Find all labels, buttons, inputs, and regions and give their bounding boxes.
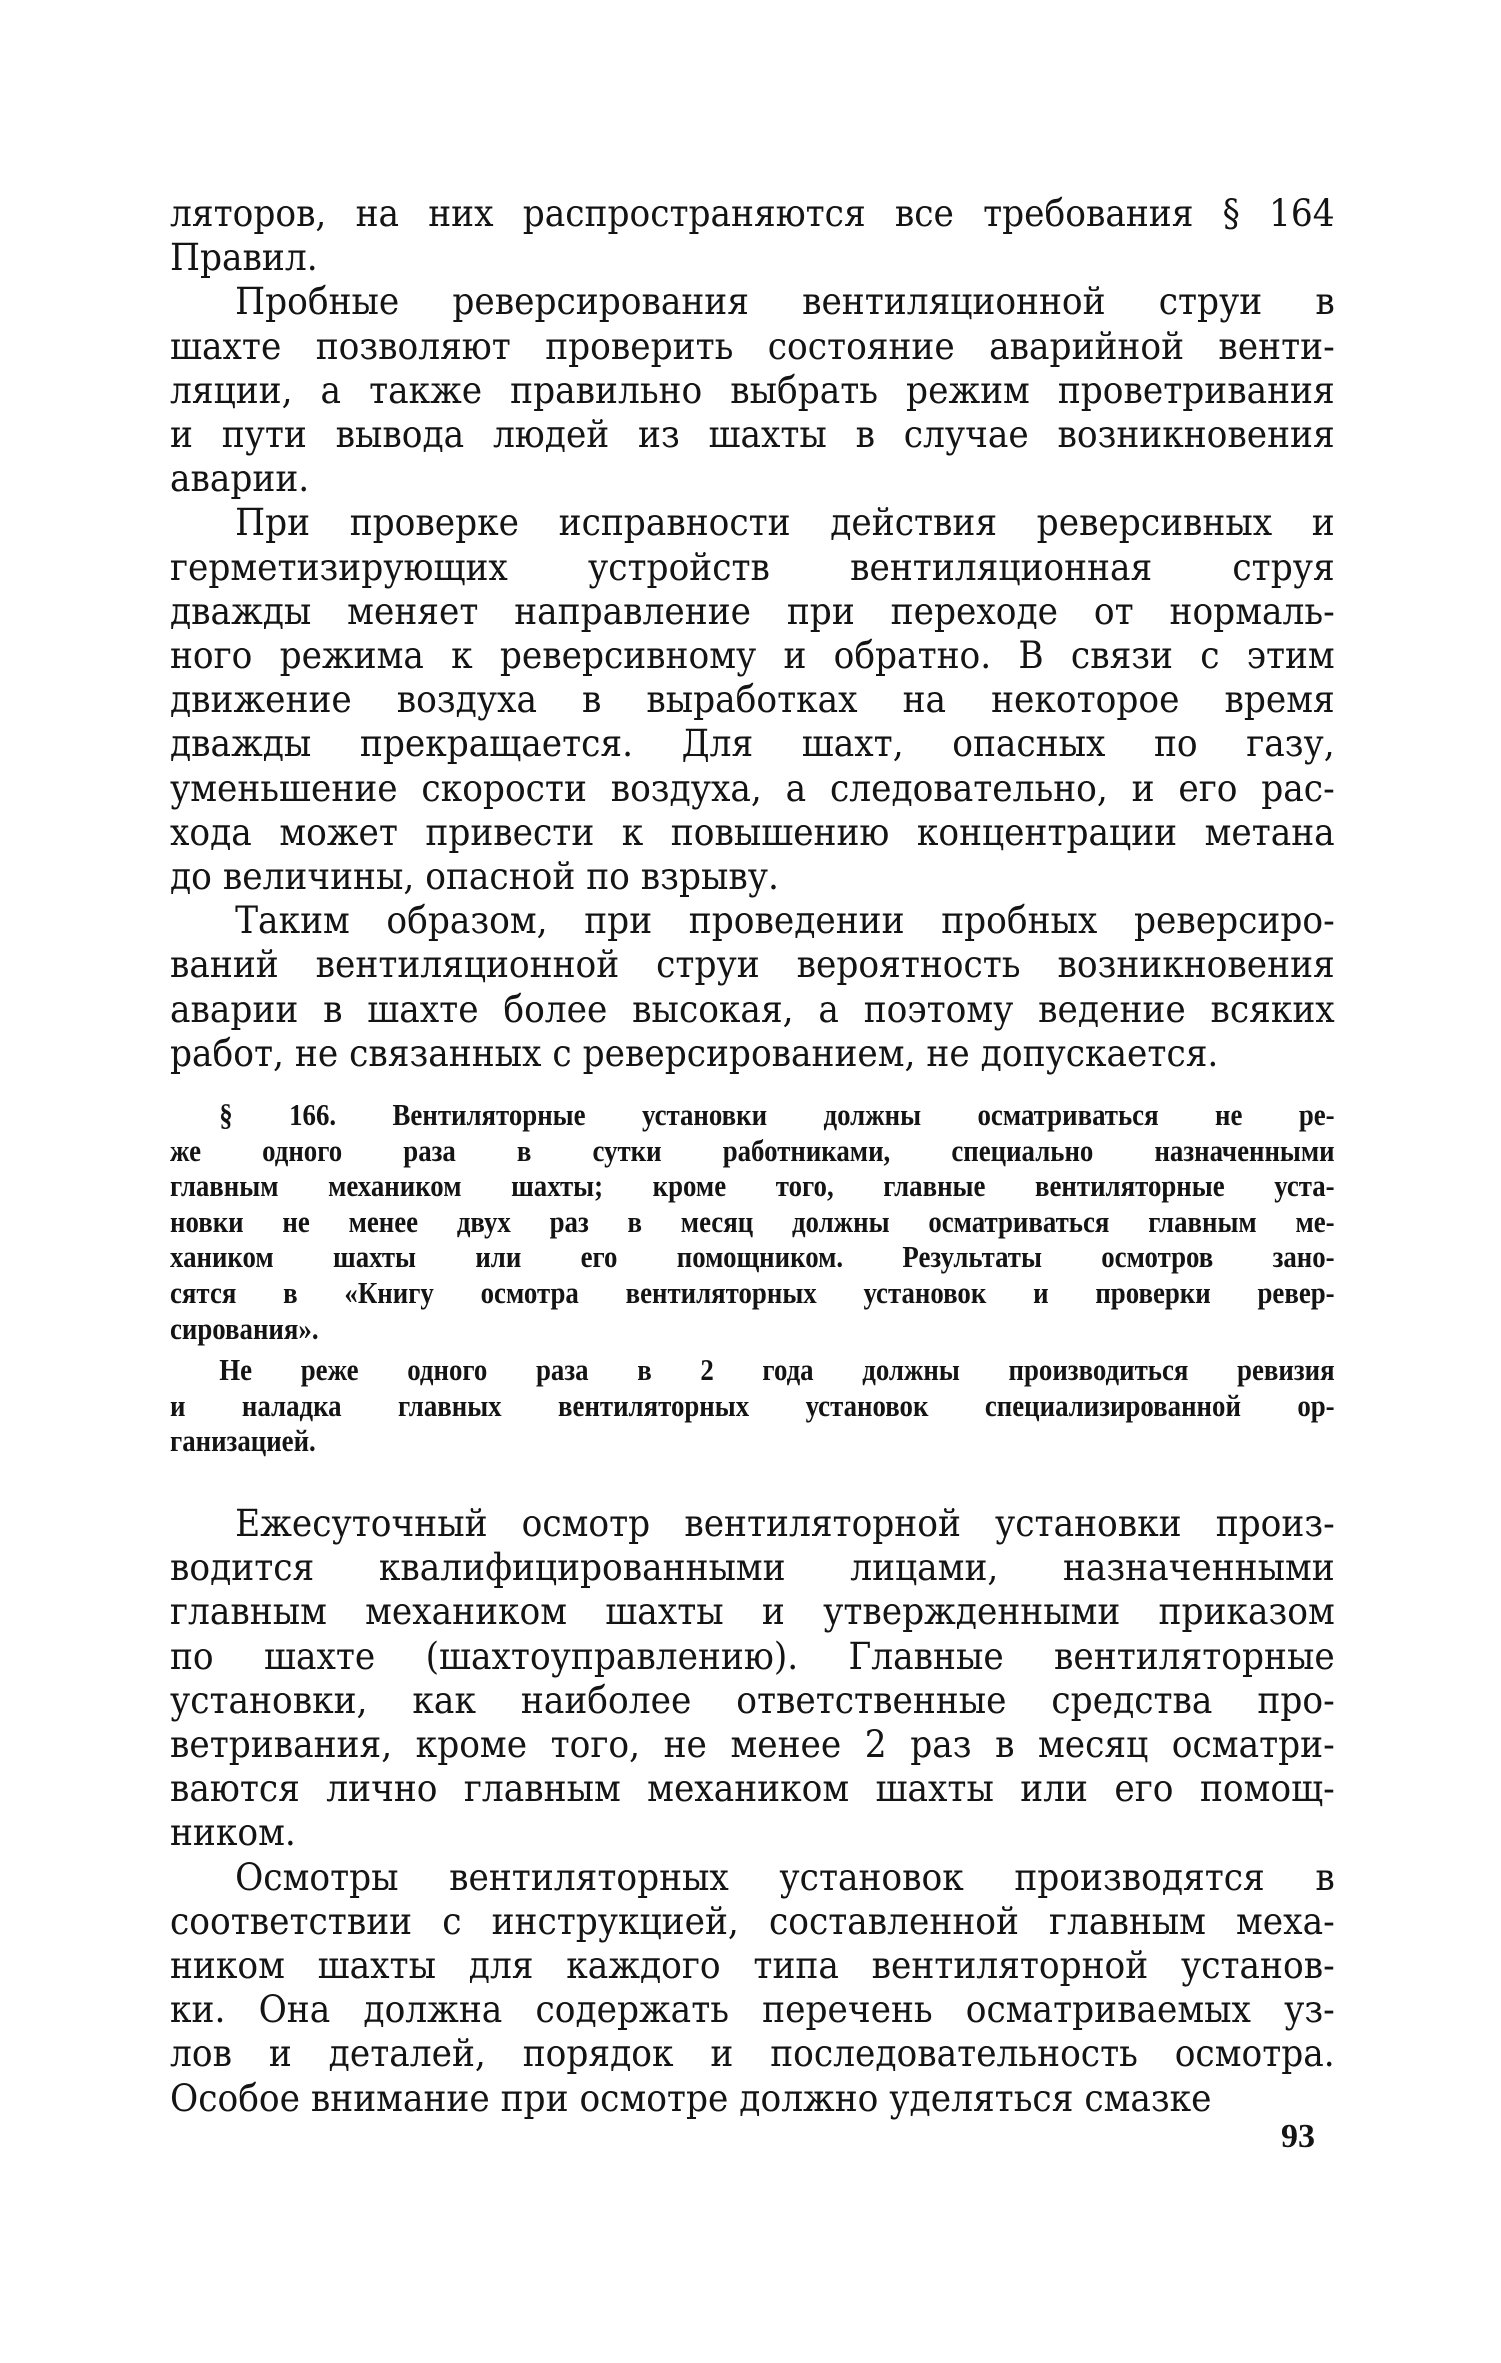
rule-paragraph-inspection [170, 1098, 1335, 1347]
text-line: При проверке исправности действия реверсивных и [235, 501, 1335, 545]
paragraph-trial-reversals [170, 280, 1335, 501]
text-line: Осмотры вентиляторных установок производятся в [235, 1855, 1335, 1899]
text-line: ляции, а также правильно выбрать режим проветривания [170, 368, 1335, 412]
text-line: работ, не связанных с реверсированием, не допускается. [170, 1031, 1219, 1075]
text-line: Правил. [170, 236, 318, 280]
page-number: 93 [1281, 2118, 1315, 2155]
text-line: § 166. Вентиляторные установки должны осматриваться не ре- [219, 1098, 1335, 1133]
text-line: установки, как наиболее ответственные средства про- [170, 1678, 1335, 1722]
text-line: сятся в «Книгу осмотра вентиляторных установок и проверки ревер- [170, 1276, 1335, 1311]
text-line: ваются лично главным механиком шахты или его помощ- [170, 1767, 1335, 1811]
text-line: ганизацией. [170, 1424, 316, 1459]
text-line: ного режима к реверсивному и обратно. В связи с этим [170, 634, 1335, 678]
text-line: главным механиком шахты и утвержденными приказом [170, 1590, 1335, 1634]
text-line: дважды меняет направление при переходе от нормаль- [170, 589, 1335, 633]
paragraph-daily-inspection [170, 1502, 1335, 1856]
text-line: ветривания, кроме того, не менее 2 раз в месяц осматри- [170, 1723, 1335, 1767]
text-line: аварии. [170, 457, 310, 501]
text-line: ки. Она должна содержать перечень осматриваемых уз- [170, 1988, 1335, 2032]
text-line: и пути вывода людей из шахты в случае возникновения [170, 413, 1335, 457]
text-line: и наладка главных вентиляторных установок специализированной ор- [170, 1388, 1335, 1423]
text-line: дважды прекращается. Для шахт, опасных по газу, [170, 722, 1335, 766]
text-line: Ежесуточный осмотр вентиляторной установки произ- [235, 1502, 1335, 1545]
text-line: сирования». [170, 1311, 319, 1346]
text-line: главным механиком шахты; кроме того, главные вентиляторные уста- [170, 1169, 1335, 1204]
text-line: движение воздуха в выработках на некоторое время [170, 678, 1335, 722]
text-line: ником. [170, 1811, 296, 1855]
text-line: герметизирующих устройств вентиляционная струя [170, 545, 1335, 589]
paragraph-device-check [170, 501, 1335, 899]
text-line: ляторов, на них распространяются все требования § 164 [170, 192, 1335, 235]
text-line: ваний вентиляционной струи вероятность возникновения [170, 943, 1335, 987]
text-line: по шахте (шахтоуправлению). Главные вентиляторные [170, 1634, 1335, 1678]
paragraph-continuation [170, 192, 1335, 280]
text-line: хода может привести к повышению концентрации метана [170, 810, 1335, 854]
text-line: Не реже одного раза в 2 года должны производиться ревизия [219, 1353, 1335, 1388]
text-line: аварии в шахте более высокая, а поэтому ведение всяких [170, 987, 1335, 1031]
text-line: же одного раза в сутки работниками, специально назначенными [170, 1133, 1335, 1168]
rule-section-166 [170, 1098, 1335, 1460]
text-line: до величины, опасной по взрыву. [170, 855, 779, 899]
text-line: хаником шахты или его помощником. Результаты осмотров зано- [170, 1240, 1335, 1275]
text-line: Таким образом, при проведении пробных реверсиро- [235, 899, 1335, 943]
text-line: шахте позволяют проверить состояние аварийной венти- [170, 324, 1335, 368]
page-text [170, 192, 1335, 2121]
text-line: новки не менее двух раз в месяц должны осматриваться главным ме- [170, 1204, 1335, 1239]
text-line: Пробные реверсирования вентиляционной струи в [235, 280, 1335, 324]
paragraph-inspection-instructions [170, 1856, 1335, 2121]
text-line: Особое внимание при осмотре должно уделяться смазке [170, 2076, 1212, 2120]
text-line: лов и деталей, порядок и последовательность осмотра. [170, 2032, 1335, 2076]
text-line: уменьшение скорости воздуха, а следовательно, и его рас- [170, 766, 1335, 810]
rule-paragraph-revision [170, 1353, 1335, 1460]
text-line: соответствии с инструкцией, составленной главным меха- [170, 1899, 1335, 1943]
paragraph-accident-risk [170, 899, 1335, 1076]
text-line: ником шахты для каждого типа вентиляторной установ- [170, 1944, 1335, 1988]
text-line: водится квалифицированными лицами, назначенными [170, 1546, 1335, 1590]
